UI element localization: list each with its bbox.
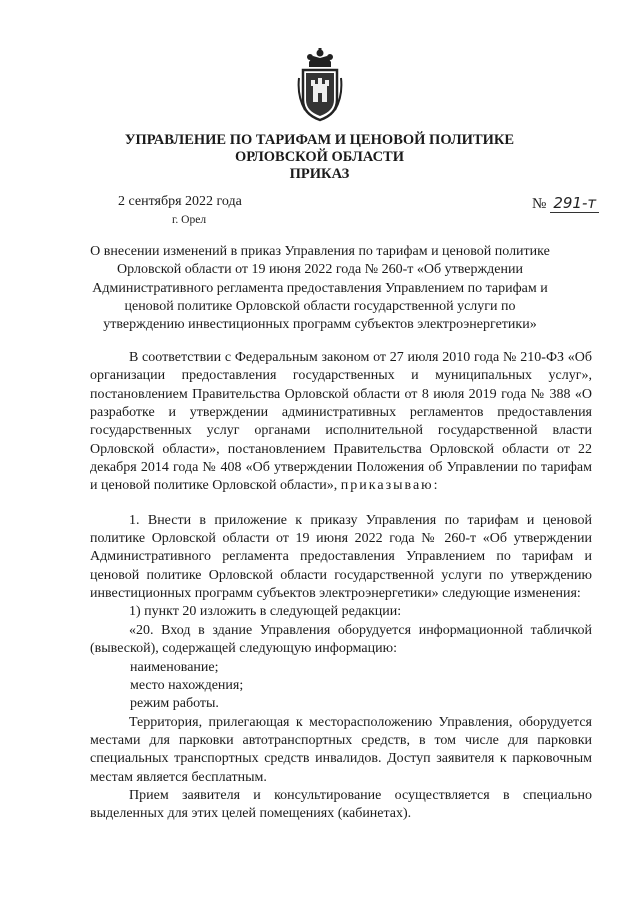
order-date: 2 сентября 2022 года: [118, 194, 242, 209]
order-city: г. Орел: [172, 214, 207, 226]
list-item: наименование;: [130, 659, 219, 675]
territory-paragraph: Территория, прилегающая к месторасположению Управления, оборудуется местами для парковки автотранспортных средств, в том числе для парковки специальных транспортных средств инвалидов. Доступ заявителя к парковочным местам является бесплатным.: [90, 714, 592, 785]
order-word: приказываю:: [340, 478, 440, 494]
header-doc-type: ПРИКАЗ: [289, 166, 350, 182]
list-item: место нахождения;: [130, 677, 244, 693]
handwritten-number: 291-т: [550, 194, 599, 213]
order-body: [90, 349, 592, 824]
number-prefix: №: [532, 196, 547, 212]
subject-line: Орловской области от 19 июня 2022 года № 260-т «Об утверждении: [117, 262, 523, 278]
preamble-text: В соответствии с Федеральным законом от 27 июля 2010 года № 210-ФЗ «Об организации предоставления государственных и муниципальных услуг», постановлением Правительства Орловской области от 8 июля 2019 года № 388 «О разработке и утверждении административных регламентов предоставления государственных услуг органами исполнительной государственной власти Орловской области», постановлением Правительства Орловской области от 22 декабря 2014 года № 408 «Об утверждении Положения об Управлении по тарифам и ценовой политике Орловской области»,: [90, 350, 592, 494]
item-1-paragraph: 1. Внести в приложение к приказу Управления по тарифам и ценовой политике Орловской области от 19 июня 2022 года № 260-т «Об утверждении Административного регламента предоставления Управлением по тарифам и ценовой политике Орловской области государственной услуги по утверждению инвестиционных программ субъектов электроэнергетики» следующие изменения:: [90, 512, 592, 602]
coat-of-arms-emblem: [297, 48, 343, 122]
subject-line: О внесении изменений в приказ Управления по тарифам и ценовой политике: [90, 244, 550, 259]
subject-line: утверждению инвестиционных программ субъектов электроэнергетики»: [103, 317, 537, 333]
list-item: режим работы.: [130, 696, 219, 712]
reception-paragraph: Прием заявителя и консультирование осуществляется в специально выделенных для этих целей помещениях (кабинетах).: [90, 787, 592, 822]
subject-line: Административного регламента предоставления Управлением по тарифам и: [92, 280, 548, 296]
header-org-line1: УПРАВЛЕНИЕ ПО ТАРИФАМ И ЦЕНОВОЙ ПОЛИТИКЕ: [124, 132, 515, 148]
preamble-paragraph: [90, 349, 592, 496]
header-org-line2: ОРЛОВСКОЙ ОБЛАСТИ: [234, 149, 404, 165]
order-subject: [78, 243, 562, 334]
quote-p20-paragraph: «20. Вход в здание Управления оборудуется информационной табличкой (вывеской), содержащей следующую информацию:: [90, 622, 592, 657]
subitem-1-paragraph: 1) пункт 20 изложить в следующей редакции:: [129, 604, 402, 620]
document-header: [0, 132, 639, 183]
subject-line: ценовой политике Орловской области государственной услуги по: [124, 298, 516, 314]
order-number: [532, 194, 599, 213]
